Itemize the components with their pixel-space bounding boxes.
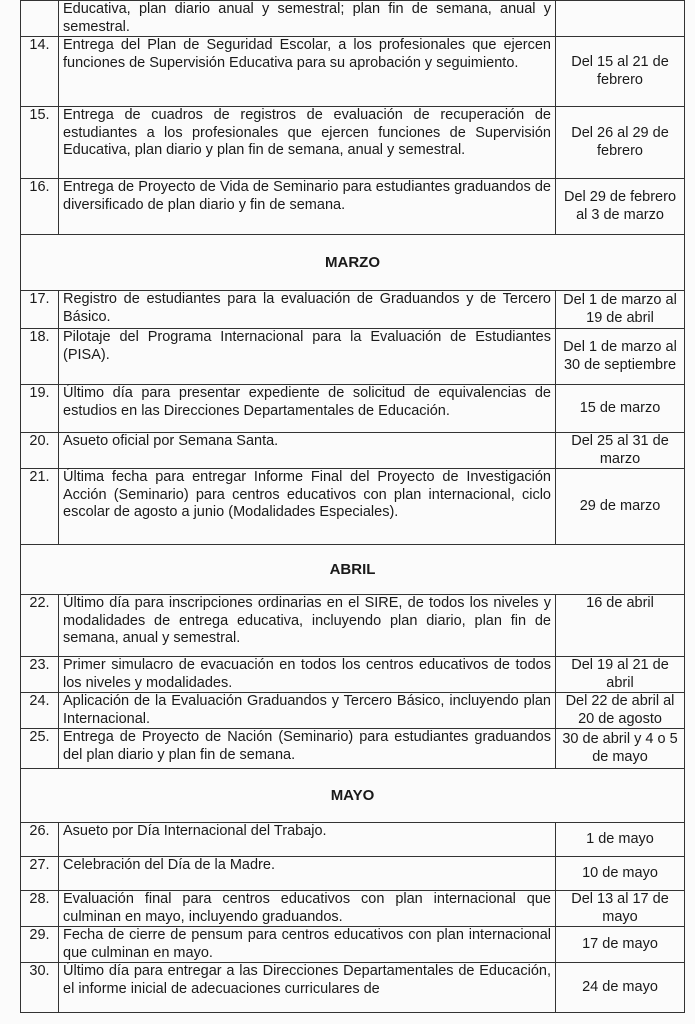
calendar-row [21, 595, 685, 657]
row-number: 16. [21, 179, 59, 235]
month-header-row [21, 235, 685, 291]
calendar-row [21, 693, 685, 729]
activity-date: Del 13 al 17 de mayo [556, 891, 685, 927]
activity-date: 30 de abril y 4 o 5 de mayo [556, 729, 685, 769]
row-number: 24. [21, 693, 59, 729]
activity-date: Del 1 de marzo al 30 de septiembre [556, 329, 685, 385]
activity-date: Del 15 al 21 de febrero [556, 37, 685, 107]
calendar-row [21, 107, 685, 179]
activity-date: 24 de mayo [556, 963, 685, 1013]
activity-date: 10 de mayo [556, 857, 685, 891]
calendar-row [21, 329, 685, 385]
calendar-row [21, 291, 685, 329]
activity-date: Del 26 al 29 de febrero [556, 107, 685, 179]
calendar-row [21, 469, 685, 545]
calendar-row [21, 963, 685, 1013]
row-number: 18. [21, 329, 59, 385]
row-number: 28. [21, 891, 59, 927]
activity-description: Entrega de cuadros de registros de evaluación de recuperación de estudiantes a los profesionales que ejercen funciones de Supervisión Educativa, plan diario y plan fin de semana, anual y semestral. [59, 107, 556, 179]
activity-date: Del 1 de marzo al 19 de abril [556, 291, 685, 329]
activity-date: 15 de marzo [556, 385, 685, 433]
month-heading: MAYO [21, 769, 685, 823]
school-calendar-table [20, 0, 685, 1013]
calendar-row [21, 729, 685, 769]
activity-date: Del 22 de abril al 20 de agosto [556, 693, 685, 729]
row-number-cell [21, 1, 59, 37]
row-number: 21. [21, 469, 59, 545]
row-number: 25. [21, 729, 59, 769]
activity-date: Del 19 al 21 de abril [556, 657, 685, 693]
row-number: 23. [21, 657, 59, 693]
month-header-row [21, 769, 685, 823]
row-number: 30. [21, 963, 59, 1013]
activity-description: Fecha de cierre de pensum para centros educativos con plan internacional que culminan en mayo. [59, 927, 556, 963]
activity-description: Registro de estudiantes para la evaluación de Graduandos y de Tercero Básico. [59, 291, 556, 329]
month-heading: ABRIL [21, 545, 685, 595]
calendar-row [21, 385, 685, 433]
activity-description: Entrega de Proyecto de Nación (Seminario) para estudiantes graduandos del plan diario y plan fin de semana. [59, 729, 556, 769]
activity-description: Aplicación de la Evaluación Graduandos y Tercero Básico, incluyendo plan Internacional. [59, 693, 556, 729]
activity-description: Última fecha para entregar Informe Final del Proyecto de Investigación Acción (Seminario) para centros educativos con plan internacional, ciclo escolar de agosto a junio (Modalidades Especiales). [59, 469, 556, 545]
row-number: 20. [21, 433, 59, 469]
calendar-row [21, 927, 685, 963]
calendar-row [21, 433, 685, 469]
activity-date: Del 29 de febrero al 3 de marzo [556, 179, 685, 235]
row-number: 26. [21, 823, 59, 857]
calendar-row [21, 891, 685, 927]
activity-description: Educativa, plan diario anual y semestral; plan fin de semana, anual y semestral. [59, 1, 556, 37]
activity-description: Entrega de Proyecto de Vida de Seminario para estudiantes graduandos de diversificado de plan diario y fin de semana. [59, 179, 556, 235]
calendar-row [21, 823, 685, 857]
activity-description: Último día para entregar a las Direcciones Departamentales de Educación, el informe inicial de adecuaciones curriculares de [59, 963, 556, 1013]
month-header-row [21, 545, 685, 595]
activity-date: 29 de marzo [556, 469, 685, 545]
month-heading: MARZO [21, 235, 685, 291]
row-number: 15. [21, 107, 59, 179]
row-number: 14. [21, 37, 59, 107]
activity-description: Primer simulacro de evacuación en todos los centros educativos de todos los niveles y modalidades. [59, 657, 556, 693]
row-number: 19. [21, 385, 59, 433]
calendar-row [21, 657, 685, 693]
activity-date: 1 de mayo [556, 823, 685, 857]
row-number: 17. [21, 291, 59, 329]
row-number: 22. [21, 595, 59, 657]
activity-description: Asueto por Día Internacional del Trabajo. [59, 823, 556, 857]
activity-description: Asueto oficial por Semana Santa. [59, 433, 556, 469]
activity-description: Celebración del Día de la Madre. [59, 857, 556, 891]
activity-date: 16 de abril [556, 595, 685, 657]
activity-description: Último día para presentar expediente de solicitud de equivalencias de estudios en las Direcciones Departamentales de Educación. [59, 385, 556, 433]
activity-description: Pilotaje del Programa Internacional para la Evaluación de Estudiantes (PISA). [59, 329, 556, 385]
row-number: 27. [21, 857, 59, 891]
calendar-table-body [21, 1, 685, 1013]
activity-date: Del 25 al 31 de marzo [556, 433, 685, 469]
activity-description: Entrega del Plan de Seguridad Escolar, a los profesionales que ejercen funciones de Supervisión Educativa para su aprobación y seguimiento. [59, 37, 556, 107]
calendar-row [21, 179, 685, 235]
calendar-row [21, 857, 685, 891]
activity-date: 17 de mayo [556, 927, 685, 963]
row-number: 29. [21, 927, 59, 963]
activity-description: Último día para inscripciones ordinarias en el SIRE, de todos los niveles y modalidades de entrega educativa, incluyendo plan diario, plan fin de semana, anual y semestral. [59, 595, 556, 657]
activity-date [556, 1, 685, 37]
activity-description: Evaluación final para centros educativos con plan internacional que culminan en mayo, incluyendo graduandos. [59, 891, 556, 927]
calendar-row [21, 37, 685, 107]
continuation-row [21, 1, 685, 37]
